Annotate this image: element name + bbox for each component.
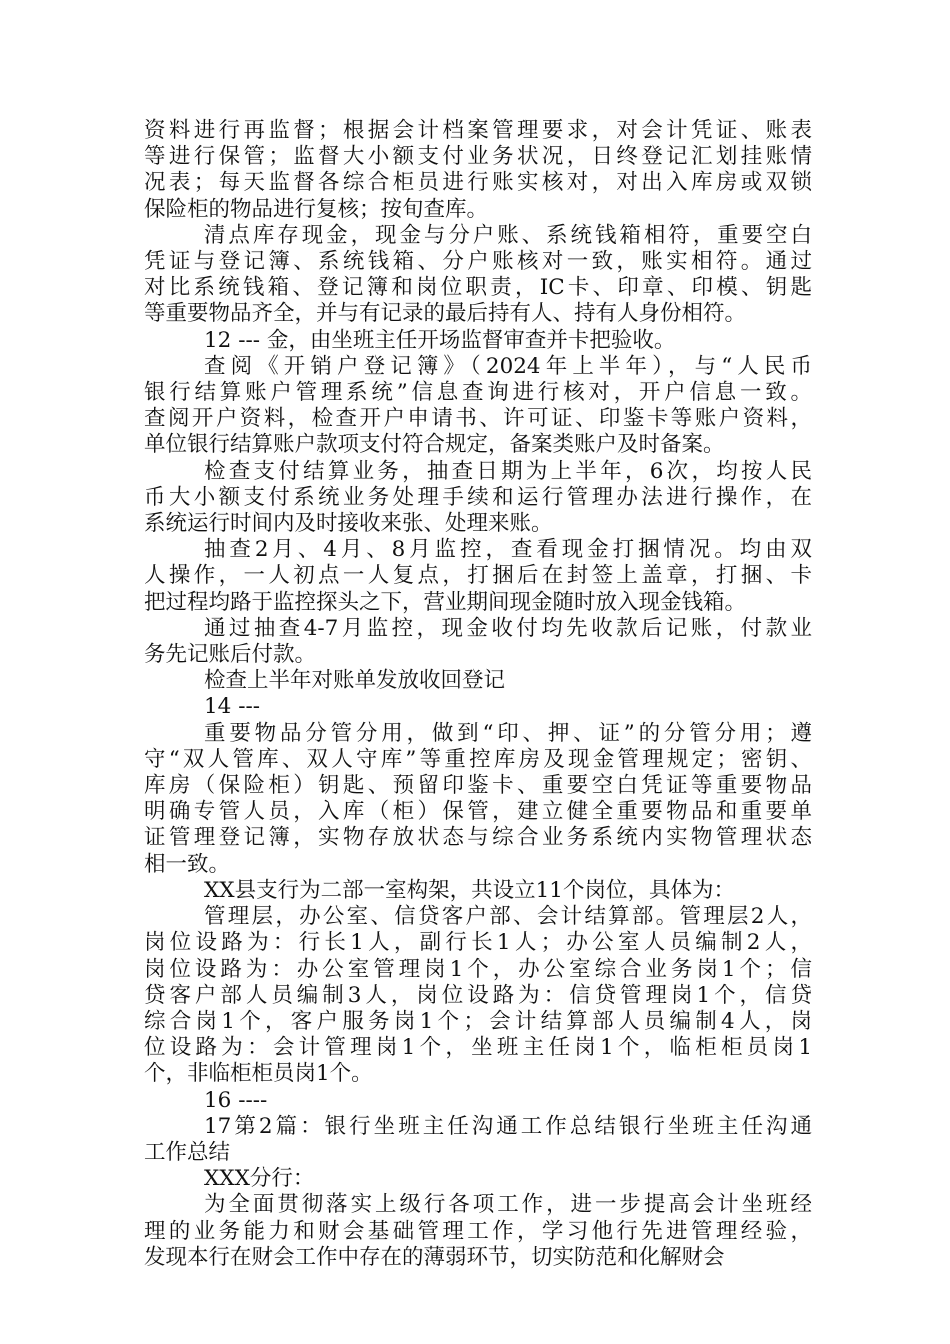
paragraph <box>144 1192 812 1271</box>
paragraph <box>144 904 812 1087</box>
text-line: 岗位设路为：办公室管理岗1个，办公室综合业务岗1个；信 <box>144 956 812 982</box>
text-line: 系统运行时间内及时接收来张、处理来账。 <box>144 511 553 537</box>
text-line: 贷客户部人员编制3人，岗位设路为：信贷管理岗1个，信贷 <box>144 982 812 1008</box>
text-line: 库房（保险柜）钥匙、预留印鉴卡、重要空白凭证等重要物品 <box>144 773 812 799</box>
text-line: 重要物品分管分用，做到“印、押、证”的分管分用；遵 <box>204 720 812 746</box>
paragraph <box>144 878 812 904</box>
text-line: 检查支付结算业务，抽查日期为上半年，6次，均按人民 <box>204 458 812 484</box>
text-line: 位设路为：会计管理岗1个，坐班主任岗1个，临柜柜员岗1 <box>144 1035 812 1061</box>
paragraph <box>144 223 812 328</box>
paragraph <box>144 668 812 694</box>
paragraph <box>144 118 812 223</box>
text-line: 查阅开户资料，检查开户申请书、许可证、印鉴卡等账户资料， <box>144 406 812 432</box>
text-line: 17第2篇：银行坐班主任沟通工作总结银行坐班主任沟通 <box>204 1113 812 1139</box>
paragraph <box>144 616 812 668</box>
text-line: 把过程均路于监控探头之下，营业期间现金随时放入现金钱箱。 <box>144 589 747 615</box>
text-line: 守“双人管库、双人守库”等重控库房及现金管理规定；密钥、 <box>144 746 812 772</box>
text-line: 银行结算账户管理系统”信息查询进行核对，开户信息一致。 <box>144 380 812 406</box>
paragraph <box>144 1166 812 1192</box>
text-line: 资料进行再监督；根据会计档案管理要求，对会计凭证、账表 <box>144 118 812 143</box>
text-line: 币大小额支付系统业务处理手续和运行管理办法进行操作，在 <box>144 484 812 510</box>
text-line: 岗位设路为：行长1人，副行长1人；办公室人员编制2人， <box>144 930 812 956</box>
text-line: 等重要物品齐全，并与有记录的最后持有人、持有人身份相符。 <box>144 301 747 327</box>
paragraph <box>144 459 812 538</box>
text-line: 查阅《开销户登记簿》（2024年上半年），与“人民币 <box>204 353 812 379</box>
text-line: 12 --- 金，由坐班主任开场监督审查并卡把验收。 <box>204 327 676 353</box>
paragraph <box>144 1088 812 1114</box>
text-line: 个，非临柜柜员岗1个。 <box>144 1061 373 1087</box>
text-line: 对比系统钱箱、登记簿和岗位职责，IC卡、印章、印模、钥匙 <box>144 275 812 301</box>
text-line: 人操作，一人初点一人复点，打捆后在封签上盖章，打捆、卡 <box>144 563 812 589</box>
text-line: 务先记账后付款。 <box>144 642 317 668</box>
text-line: 相一致。 <box>144 851 231 877</box>
paragraph <box>144 1114 812 1166</box>
text-line: 理的业务能力和财会基础管理工作，学习他行先进管理经验， <box>144 1218 812 1244</box>
text-line: 保险柜的物品进行复核；按旬查库。 <box>144 196 489 222</box>
text-line: 16 ---- <box>204 1087 268 1113</box>
text-line: 等进行保管；监督大小额支付业务状况，日终登记汇划挂账情 <box>144 144 812 170</box>
text-line: 况表；每天监督各综合柜员进行账实核对，对出入库房或双锁 <box>144 170 812 196</box>
text-line: 明确专管人员，入库（柜）保管，建立健全重要物品和重要单 <box>144 799 812 825</box>
text-line: 14 --- <box>204 694 260 720</box>
text-line: 管理层，办公室、信贷客户部、会计结算部。管理层2人， <box>204 904 812 930</box>
paragraph <box>144 354 812 459</box>
document-page <box>144 118 812 1271</box>
text-line: 综合岗1个，客户服务岗1个；会计结算部人员编制4人，岗 <box>144 1008 812 1034</box>
text-line: XXX分行： <box>204 1166 315 1192</box>
text-line: XX县支行为二部一室构架，共设立11个岗位，具体为： <box>204 877 735 903</box>
paragraph <box>144 694 812 720</box>
text-line: 发现本行在财会工作中存在的薄弱环节，切实防范和化解财会 <box>144 1244 725 1270</box>
paragraph <box>144 721 812 878</box>
text-line: 工作总结 <box>144 1139 231 1165</box>
text-line: 检查上半年对账单发放收回登记 <box>204 668 506 694</box>
text-line: 通过抽查4-7月监控，现金收付均先收款后记账，付款业 <box>204 615 812 641</box>
text-line: 凭证与登记簿、系统钱箱、分户账核对一致，账实相符。通过 <box>144 249 812 275</box>
text-line: 抽查2月、4月、8月监控，查看现金打捆情况。均由双 <box>204 537 812 563</box>
text-line: 证管理登记簿，实物存放状态与综合业务系统内实物管理状态 <box>144 825 812 851</box>
text-line: 单位银行结算账户款项支付符合规定，备案类账户及时备案。 <box>144 432 725 458</box>
text-line: 清点库存现金，现金与分户账、系统钱箱相符，重要空白 <box>204 222 812 248</box>
text-line: 为全面贯彻落实上级行各项工作，进一步提高会计坐班经 <box>204 1192 812 1218</box>
paragraph <box>144 328 812 354</box>
paragraph <box>144 537 812 616</box>
